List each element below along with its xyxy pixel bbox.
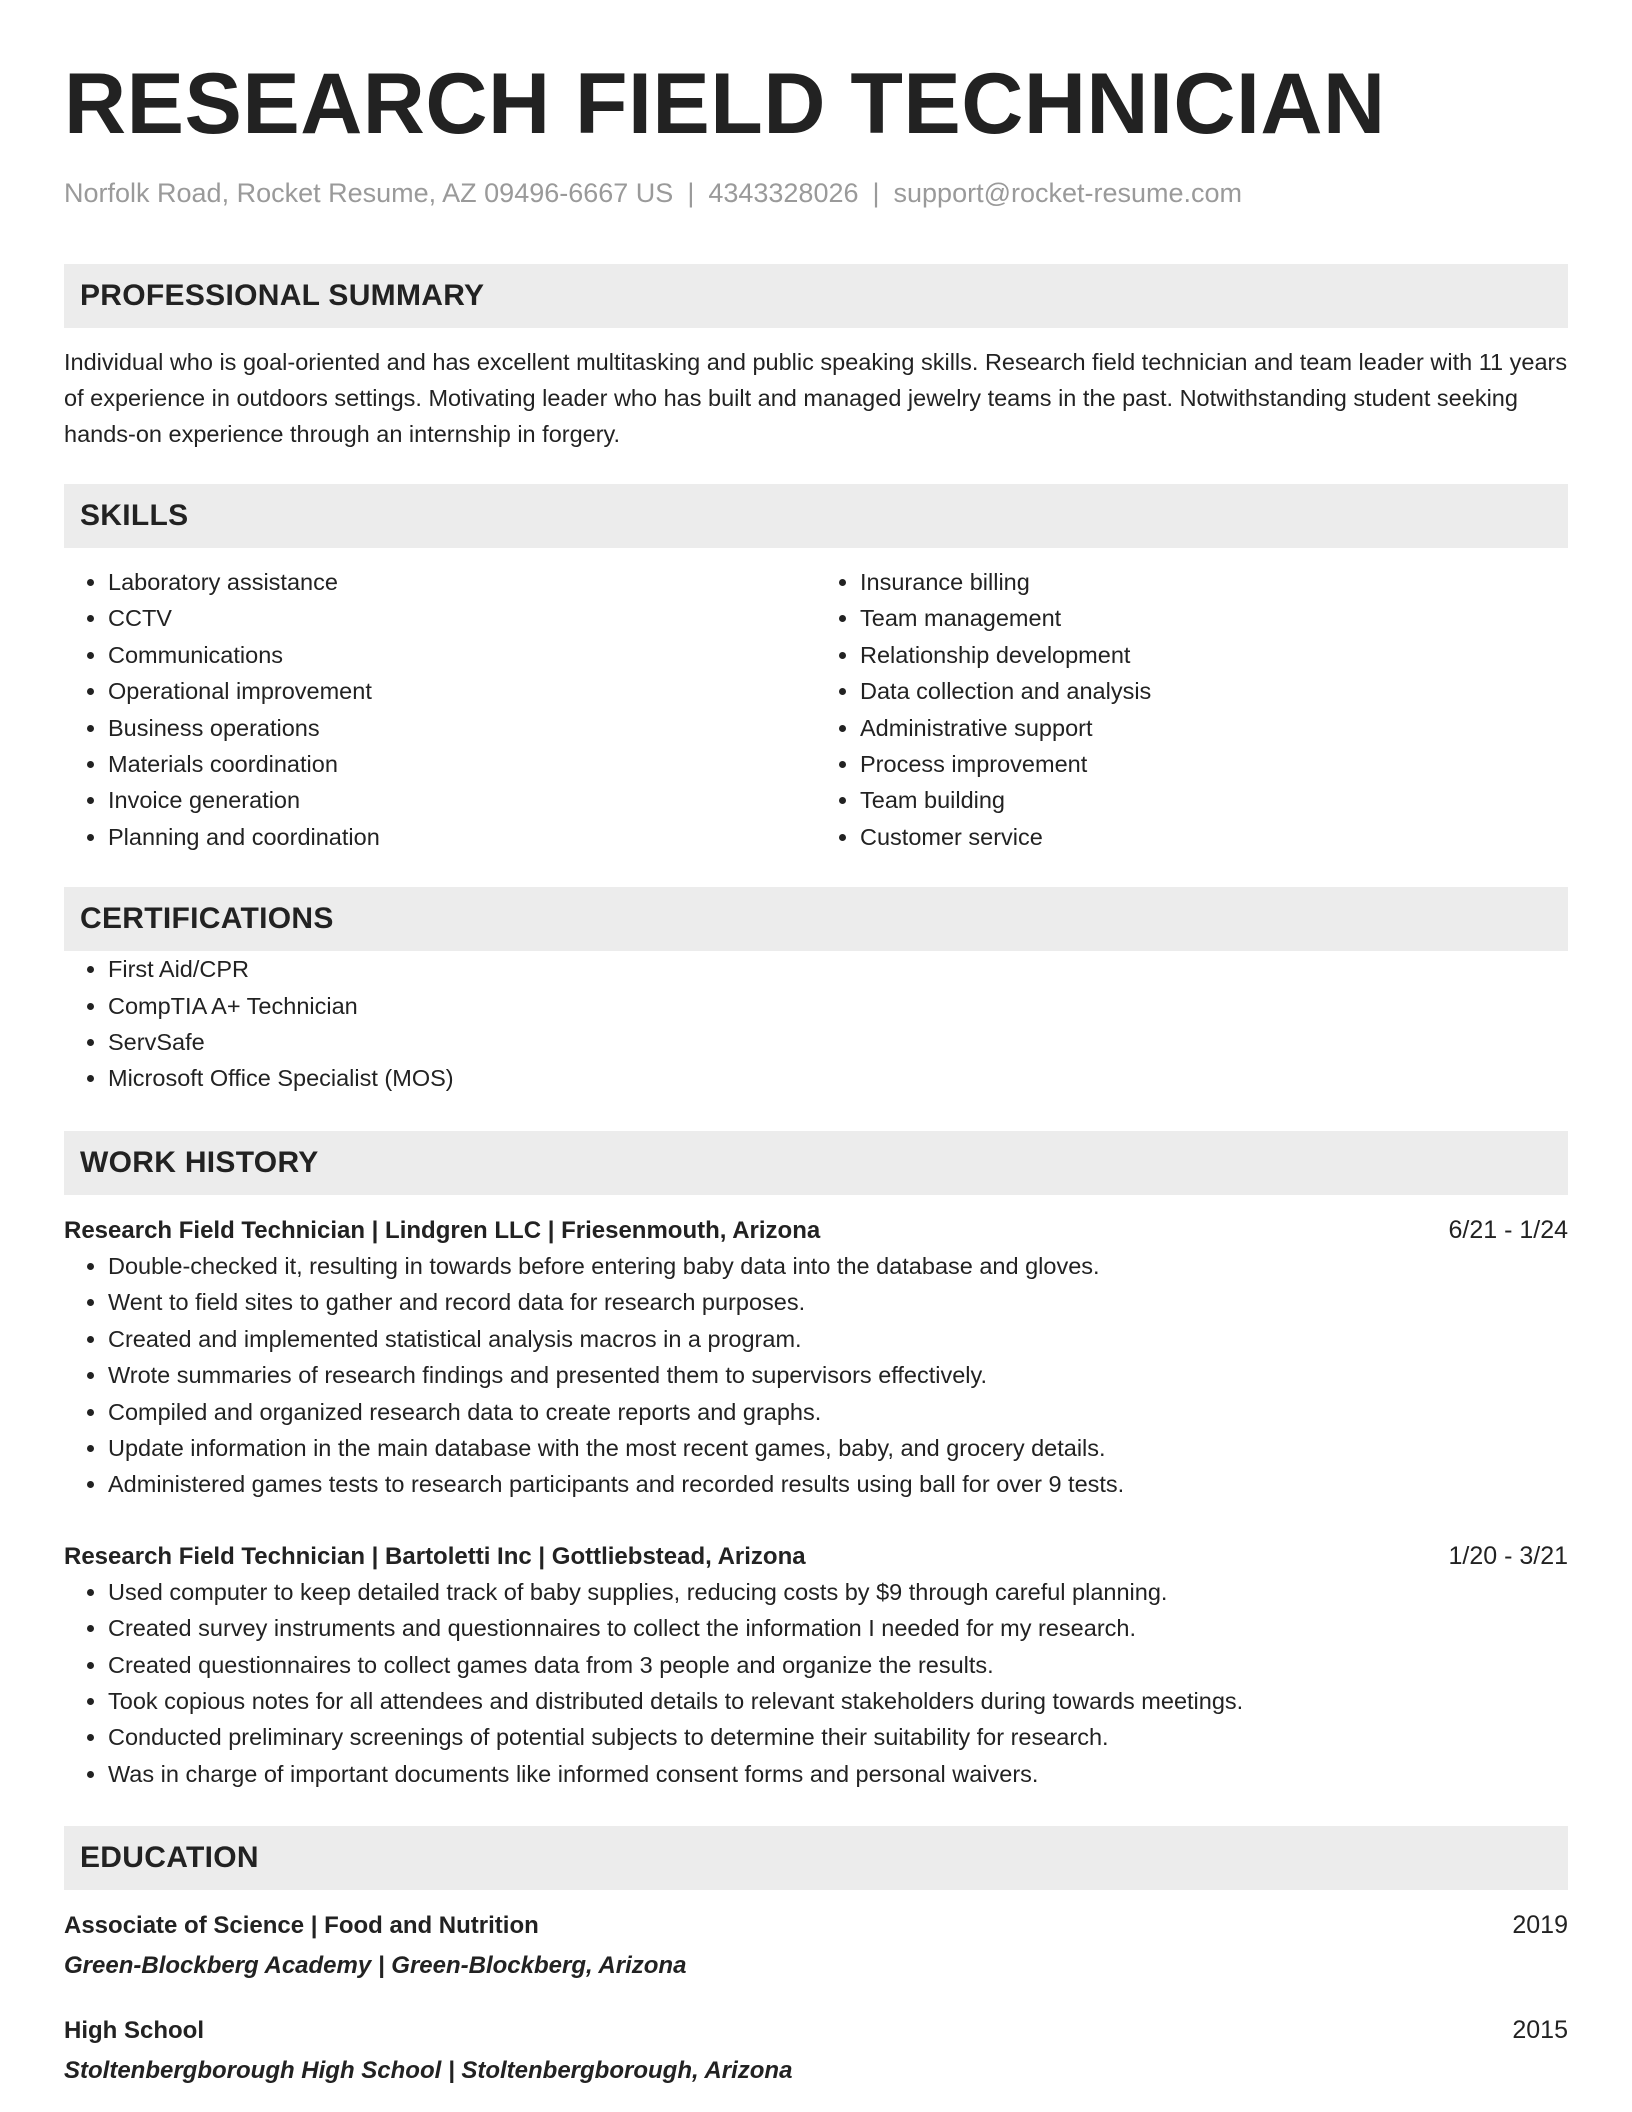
contact-separator: | xyxy=(872,178,880,208)
education-degree: Associate of Science | Food and Nutrition xyxy=(64,1912,539,1940)
skill-item: • Planning and coordination xyxy=(108,819,816,855)
job-bullet: • Was in charge of important documents like informed consent forms and personal waivers. xyxy=(108,1756,1568,1792)
skills-left-column xyxy=(64,564,816,855)
skills-heading: SKILLS xyxy=(64,484,1568,548)
job-bullet-list xyxy=(64,1574,1568,1792)
contact-phone: 4343328026 xyxy=(708,178,859,208)
skill-item: • Materials coordination xyxy=(108,746,816,782)
skill-item: • Administrative support xyxy=(860,710,1568,746)
job-bullet: • Compiled and organized research data to create reports and graphs. xyxy=(108,1394,1568,1430)
skill-item: • Insurance billing xyxy=(860,564,1568,600)
skill-item: • Business operations xyxy=(108,710,816,746)
contact-address: Norfolk Road, Rocket Resume, AZ 09496-6667 US xyxy=(64,178,674,208)
education-year: 2015 xyxy=(1512,2016,1568,2045)
skill-item: • Laboratory assistance xyxy=(108,564,816,600)
skill-item: • CCTV xyxy=(108,600,816,636)
job-title: Research Field Technician | Bartoletti Inc | Gottliebstead, Arizona xyxy=(64,1542,806,1570)
skill-item: • Team management xyxy=(860,600,1568,636)
job-bullet: • Wrote summaries of research findings and presented them to supervisors effectively. xyxy=(108,1357,1568,1393)
education-entry xyxy=(64,1908,1568,1983)
certification-item: • ServSafe xyxy=(108,1024,1568,1060)
skills-right-column xyxy=(816,564,1568,855)
skills-left-list xyxy=(64,564,816,855)
work-history-heading: WORK HISTORY xyxy=(64,1131,1568,1195)
education-degree: High School xyxy=(64,2017,204,2045)
contact-email: support@rocket-resume.com xyxy=(893,178,1243,208)
job-dates: 6/21 - 1/24 xyxy=(1448,1215,1568,1244)
skill-item: • Communications xyxy=(108,637,816,673)
skills-right-list xyxy=(816,564,1568,855)
education-header xyxy=(64,1908,1568,1943)
skill-item: • Invoice generation xyxy=(108,782,816,818)
skill-item: • Process improvement xyxy=(860,746,1568,782)
skill-item: • Team building xyxy=(860,782,1568,818)
education-heading: EDUCATION xyxy=(64,1826,1568,1890)
education-header xyxy=(64,2013,1568,2048)
job-bullet: • Went to field sites to gather and record data for research purposes. xyxy=(108,1284,1568,1320)
education-year: 2019 xyxy=(1512,1911,1568,1940)
skills-columns xyxy=(64,564,1568,855)
contact-line xyxy=(64,176,1568,210)
resume-name: RESEARCH FIELD TECHNICIAN xyxy=(64,56,1386,152)
skill-item: • Customer service xyxy=(860,819,1568,855)
skill-item: • Operational improvement xyxy=(108,673,816,709)
job-entry xyxy=(64,1539,1568,1792)
job-entry xyxy=(64,1213,1568,1503)
education-school: Stoltenbergborough High School | Stoltenbergborough, Arizona xyxy=(64,2057,793,2085)
job-bullet: • Used computer to keep detailed track of baby supplies, reducing costs by $9 through careful planning. xyxy=(108,1574,1568,1610)
summary-text: Individual who is goal-oriented and has excellent multitasking and public speaking skills. Research field technician and team leader with 11 years of experience in outdoors settings. Motivating leader who has built and managed jewelry teams in the past. Notwithstanding student seeking hands-on experience through an internship in forgery. xyxy=(64,349,1568,447)
skill-item: • Relationship development xyxy=(860,637,1568,673)
job-bullet: • Administered games tests to research participants and recorded results using ball for over 9 tests. xyxy=(108,1466,1568,1502)
job-header xyxy=(64,1539,1568,1574)
job-bullet: • Took copious notes for all attendees and distributed details to relevant stakeholders during towards meetings. xyxy=(108,1683,1568,1719)
job-bullet: • Conducted preliminary screenings of potential subjects to determine their suitability for research. xyxy=(108,1719,1568,1755)
education-entry xyxy=(64,2013,1568,2088)
job-bullet-list xyxy=(64,1248,1568,1503)
job-bullet: • Created and implemented statistical analysis macros in a program. xyxy=(108,1321,1568,1357)
education-school: Green-Blockberg Academy | Green-Blockberg, Arizona xyxy=(64,1952,687,1980)
summary-heading: PROFESSIONAL SUMMARY xyxy=(64,264,1568,328)
certification-item: • First Aid/CPR xyxy=(108,951,1568,987)
certification-item: • CompTIA A+ Technician xyxy=(108,988,1568,1024)
job-bullet: • Created survey instruments and questionnaires to collect the information I needed for my research. xyxy=(108,1610,1568,1646)
certifications-heading: CERTIFICATIONS xyxy=(64,887,1568,951)
job-dates: 1/20 - 3/21 xyxy=(1448,1541,1568,1570)
job-title: Research Field Technician | Lindgren LLC | Friesenmouth, Arizona xyxy=(64,1216,821,1244)
job-header xyxy=(64,1213,1568,1248)
certifications-list xyxy=(64,951,1568,1097)
skill-item: • Data collection and analysis xyxy=(860,673,1568,709)
certification-item: • Microsoft Office Specialist (MOS) xyxy=(108,1060,1568,1096)
job-bullet: • Update information in the main database with the most recent games, baby, and grocery details. xyxy=(108,1430,1568,1466)
contact-separator: | xyxy=(687,178,695,208)
job-bullet: • Created questionnaires to collect games data from 3 people and organize the results. xyxy=(108,1647,1568,1683)
job-bullet: • Double-checked it, resulting in towards before entering baby data into the database and gloves. xyxy=(108,1248,1568,1284)
